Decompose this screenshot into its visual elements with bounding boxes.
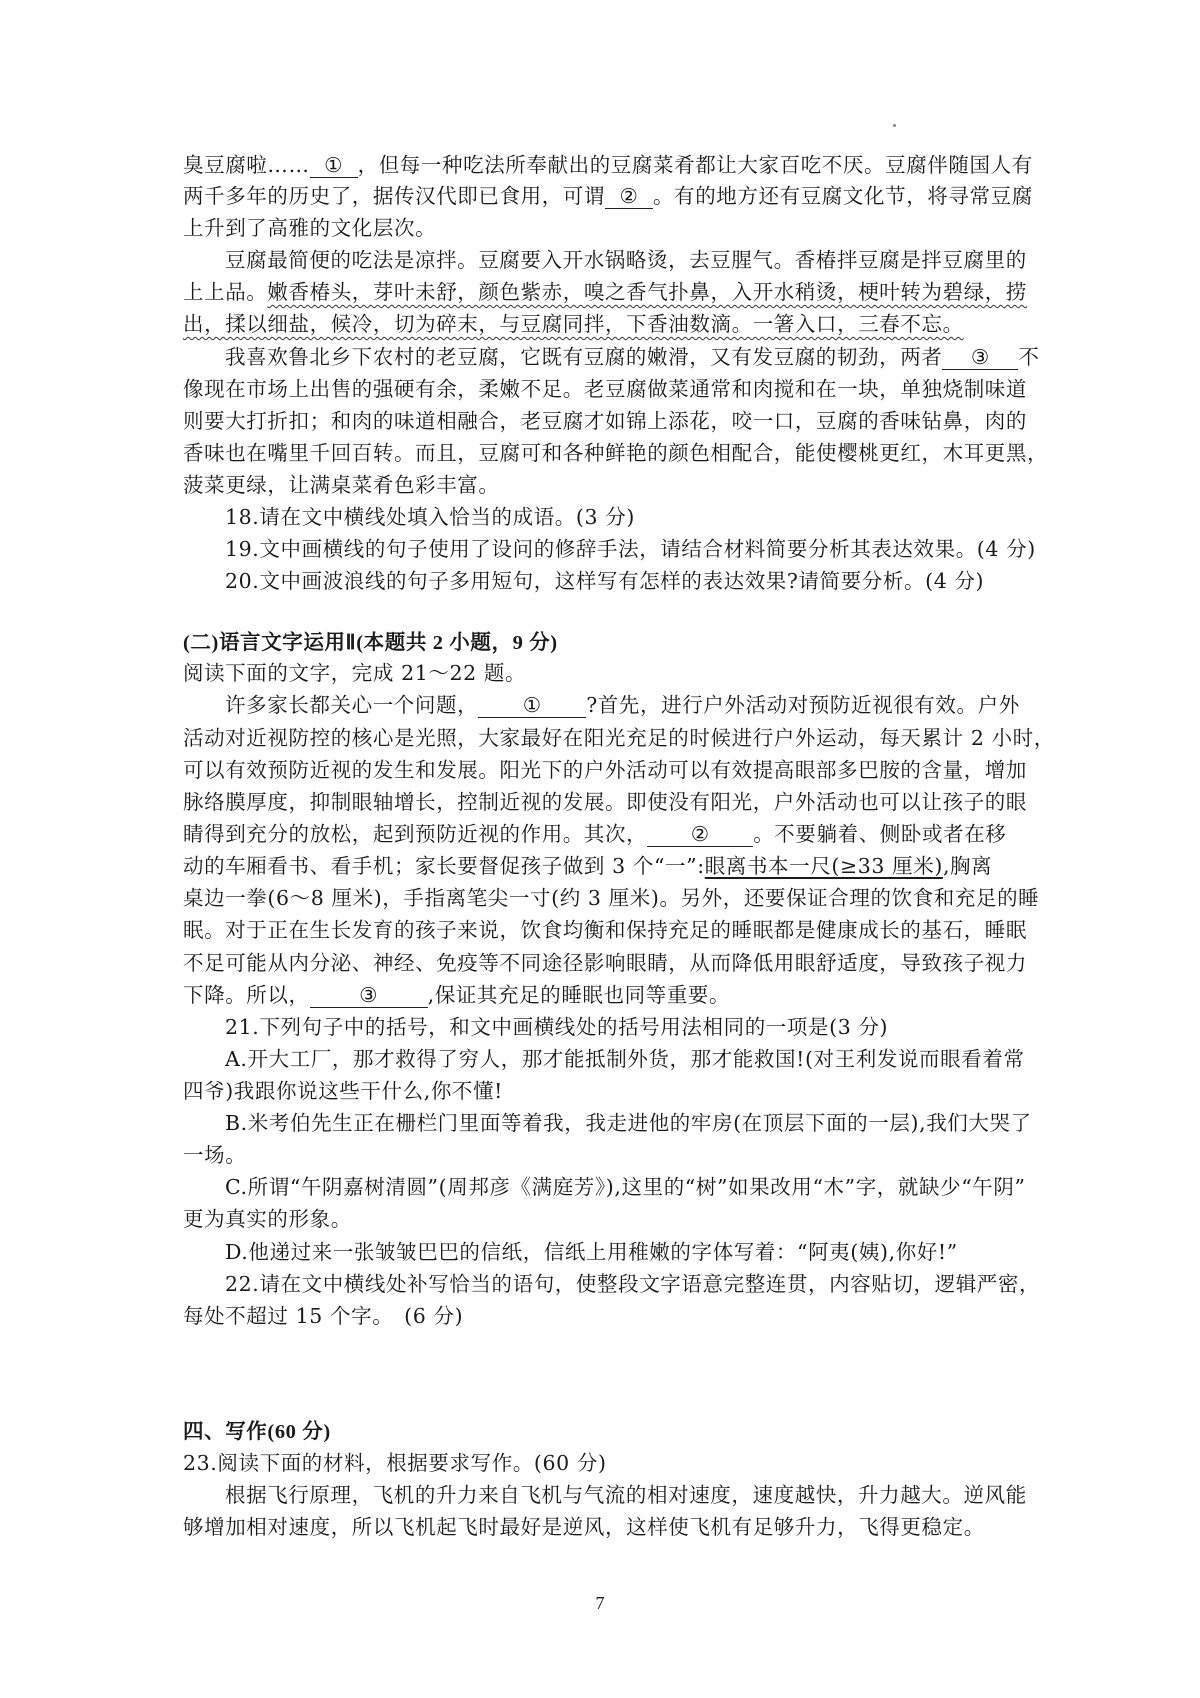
passage2-line-1 [225, 688, 1020, 718]
option-b-line-2: 一场。 [183, 1143, 247, 1167]
question-18: 18.请在文中横线处填入恰当的成语。(3 分) [225, 505, 635, 529]
wavy-underlined-text: 出，揉以细盐，候冷，切为碎末，与豆腐同拌，下香油数滴。一箸入口，三春不忘。 [183, 312, 964, 336]
passage1-line-9: 则要大打折扣；和肉的味道相融合，老豆腐才如锦上添花，咬一口，豆腐的香味钻鼻，肉的 [183, 409, 1027, 433]
text-run: 。有的地方还有豆腐文化节，将寻常豆腐 [653, 184, 1033, 208]
text-run: 我喜欢鲁北乡下农村的老豆腐，它既有豆腐的嫩滑，又有发豆腐的韧劲，两者 [225, 345, 943, 369]
passage1-line-10: 香味也在嘴里千回百转。而且，豆腐可和各种鲜艳的颜色相配合，能使樱桃更红，木耳更黑， [183, 441, 1049, 465]
underlined-text: 眼离书本一尺(≥33 厘米) [704, 854, 943, 878]
passage1-line-4: 豆腐最简便的吃法是凉拌。豆腐要入开水锅略烫，去豆腥气。香椿拌豆腐是拌豆腐里的 [225, 248, 1027, 272]
passage2-line-2: 活动对近视防控的核心是光照，大家最好在阳光充足的时候进行户外运动，每天累计 2 小时， [183, 726, 1055, 750]
passage1-line-8: 像现在市场上出售的强硬有余，柔嫩不足。老豆腐做菜通常和肉搅和在一块，单独烧制味道 [183, 377, 1027, 401]
question-23-line-2: 够增加相对速度，所以飞机起飞时最好是逆风，这样使飞机有足够升力，飞得更稳定。 [183, 1515, 985, 1539]
passage1-line-11: 菠菜更绿，让满桌菜肴色彩丰富。 [183, 473, 500, 497]
passage1-line-5 [183, 275, 1027, 305]
section-2-title: (二)语言文字运用Ⅱ(本题共 2 小题，9 分) [183, 632, 558, 654]
text-run: 上上品。 [183, 280, 268, 304]
section-4-title: 四、写作(60 分) [183, 1421, 331, 1443]
text-run: 。不要躺着、侧卧或者在移 [753, 822, 1007, 846]
question-23-stem: 23.阅读下面的材料，根据要求写作。(60 分) [183, 1451, 607, 1475]
question-20: 20.文中画波浪线的句子多用短句，这样写有怎样的表达效果?请简要分析。(4 分) [225, 569, 985, 593]
passage2-line-9: 不足可能从内分泌、神经、免疫等不同途径影响眼睛，从而降低用眼舒适度，导致孩子视力 [183, 951, 1027, 975]
text-run: 两千多年的历史了，据传汉代即已食用，可谓 [183, 184, 605, 208]
wavy-underlined-text: 嫩香椿头，芽叶未舒，颜色紫赤，嗅之香气扑鼻，入开水稍烫，梗叶转为碧绿，捞 [267, 280, 1028, 304]
text-run: 下降。所以， [183, 983, 310, 1007]
text-run: 许多家长都关心一个问题， [225, 693, 479, 717]
option-a-line-1: A.开大工厂，那才救得了穷人，那才能抵制外货，那才能救国!(对王利发说而眼看着常 [225, 1047, 1025, 1071]
passage1-line-6 [183, 307, 964, 337]
option-d: D.他递过来一张皱皱巴巴的信纸，信纸上用稚嫩的字体写着：“阿夷(姨),你好!” [225, 1240, 958, 1264]
option-b-line-1: B.米考伯先生正在栅栏门里面等着我，我走进他的牢房(在顶层下面的一层),我们大哭了 [225, 1111, 1032, 1135]
option-c-line-2: 更为真实的形象。 [183, 1207, 352, 1231]
question-23-line-1: 根据飞行原理，飞机的升力来自飞机与气流的相对速度，速度越快，升力越大。逆风能 [225, 1483, 1027, 1507]
text-run: ,保证其充足的睡眠也同等重要。 [427, 983, 731, 1007]
page-number: 7 [595, 1593, 605, 1613]
passage1-line-3: 上升到了高雅的文化层次。 [183, 216, 437, 240]
blank-3: ③ [942, 346, 1018, 370]
blank-3: ③ [310, 984, 428, 1008]
text-run: 不 [1018, 345, 1040, 369]
text-run: 臭豆腐啦…… [183, 153, 310, 177]
passage2-line-3: 可以有效预防近视的发生和发展。阳光下的户外活动可以有效提高眼部多巴胺的含量，增加 [183, 758, 1027, 782]
passage2-line-5 [183, 817, 1006, 847]
question-19: 19.文中画横线的句子使用了设问的修辞手法，请结合材料简要分析其表达效果。(4 分) [225, 537, 1036, 561]
text-run: ,胸离 [942, 854, 993, 878]
text-run: ?首先，进行户外活动对预防近视很有效。户外 [586, 693, 1020, 717]
blank-1: ① [310, 154, 358, 178]
blank-2: ② [647, 823, 753, 847]
text-run: 动的车厢看书、看手机；家长要督促孩子做到 3 个“一”: [183, 854, 705, 878]
passage1-line-7 [225, 340, 1040, 370]
passage2-line-7: 桌边一拳(6～8 厘米)，手指离笔尖一寸(约 3 厘米)。另外，还要保证合理的饮食和充足的睡 [183, 886, 1040, 910]
question-22-line-2: 每处不超过 15 个字。 (6 分) [183, 1304, 464, 1328]
question-22-line-1: 22.请在文中横线处补写恰当的语句，使整段文字语意完整连贯，内容贴切，逻辑严密， [225, 1272, 1041, 1296]
text-run: ，但每一种吃法所奉献出的豆腐菜肴都让大家百吃不厌。豆腐伴随国人有 [357, 153, 1033, 177]
passage2-line-4: 脉络膜厚度，抑制眼轴增长，控制近视的发展。即使没有阳光，户外活动也可以让孩子的眼 [183, 790, 1027, 814]
text-run: 睛得到充分的放松，起到预防近视的作用。其次， [183, 822, 648, 846]
blank-2: ② [605, 185, 653, 209]
option-a-line-2: 四爷)我跟你说这些干什么,你不懂! [183, 1079, 503, 1103]
option-c-line-1: C.所谓“午阴嘉树清圆”(周邦彦《满庭芳》),这里的“树”如果改用“木”字，就缺少“午阴” [225, 1175, 1026, 1199]
passage2-line-8: 眠。对于正在生长发育的孩子来说，饮食均衡和保持充足的睡眠都是健康成长的基石，睡眠 [183, 918, 1027, 942]
passage2-line-10 [183, 978, 730, 1008]
passage2-line-6 [183, 849, 992, 879]
passage1-line-1 [183, 148, 1033, 178]
scan-speck [893, 124, 896, 127]
blank-1: ① [478, 694, 586, 718]
section-2-instruction: 阅读下面的文字，完成 21～22 题。 [183, 661, 527, 685]
question-21-stem: 21.下列句子中的括号，和文中画横线处的括号用法相同的一项是(3 分) [225, 1015, 889, 1039]
passage1-line-2 [183, 179, 1033, 209]
